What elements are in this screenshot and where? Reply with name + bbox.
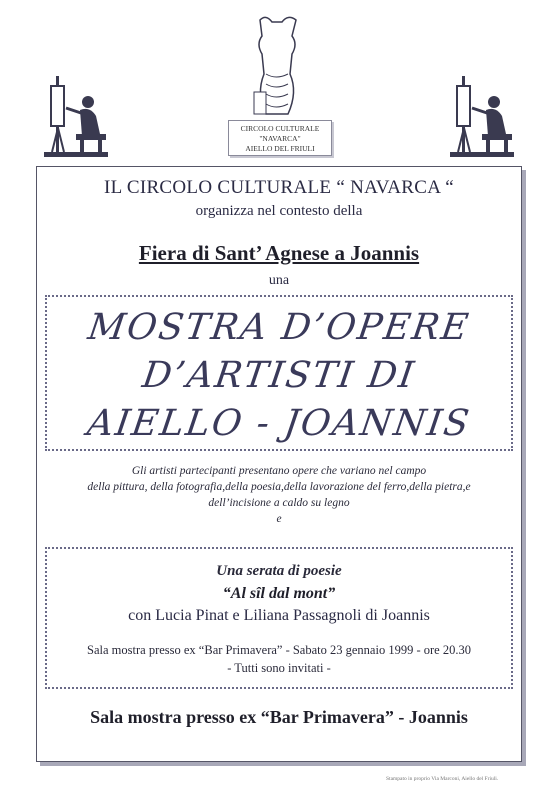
poetry-line-5: - Tutti sono invitati -	[227, 661, 331, 675]
poetry-line-4: Sala mostra presso ex “Bar Primavera” - Sabato 23 gennaio 1999 - ore 20.30	[87, 643, 471, 657]
desc-line-1: Gli artisti partecipanti presentano opere che variano nel campo	[131, 465, 427, 477]
logo-line-2: "NAVARCA"	[259, 134, 301, 143]
poetry-line-3: con Lucia Pinat e Liliana Passagnoli di Joannis	[128, 607, 430, 624]
subtitle: organizza nel contesto della	[195, 203, 363, 219]
desc-line-3: dell’incisione a caldo su legno	[208, 497, 350, 509]
printed-note: Stampato in proprio Via Marconi, Aiello del Friuli.	[386, 776, 499, 782]
painter-at-easel-icon	[40, 72, 112, 158]
club-title: IL CIRCOLO CULTURALE “ NAVARCA “	[103, 177, 455, 198]
exhibit-line-2: D’ARTISTI DI	[139, 355, 419, 396]
painter-at-easel-icon	[446, 72, 518, 158]
description	[37, 463, 521, 527]
exhibit-line-3: AIELLO - JOANNIS	[84, 403, 474, 444]
poetry-line-1: Una serata di poesie	[216, 563, 342, 579]
una-text: una	[268, 273, 290, 288]
exhibit-line-1: MOSTRA D’OPERE	[85, 307, 473, 348]
logo-line-3: AIELLO DEL FRIULI	[245, 144, 315, 153]
poster-frame	[36, 166, 522, 762]
statue-torso-icon	[248, 14, 306, 118]
desc-e: e	[276, 513, 282, 525]
desc-line-2: della pittura, della fotografia,della poesia,della lavorazione del ferro,della pietra,e	[87, 481, 471, 493]
poetry-box	[45, 547, 513, 689]
event-title: Fiera di Sant’ Agnese a Joannis	[138, 241, 420, 265]
club-logo-label	[228, 120, 332, 156]
poetry-line-2: “Al sîl dal mont”	[222, 585, 336, 602]
footer-venue: Sala mostra presso ex “Bar Primavera” - Joannis	[90, 707, 468, 727]
exhibit-box	[45, 295, 513, 451]
logo-line-1: CIRCOLO CULTURALE	[240, 124, 320, 133]
